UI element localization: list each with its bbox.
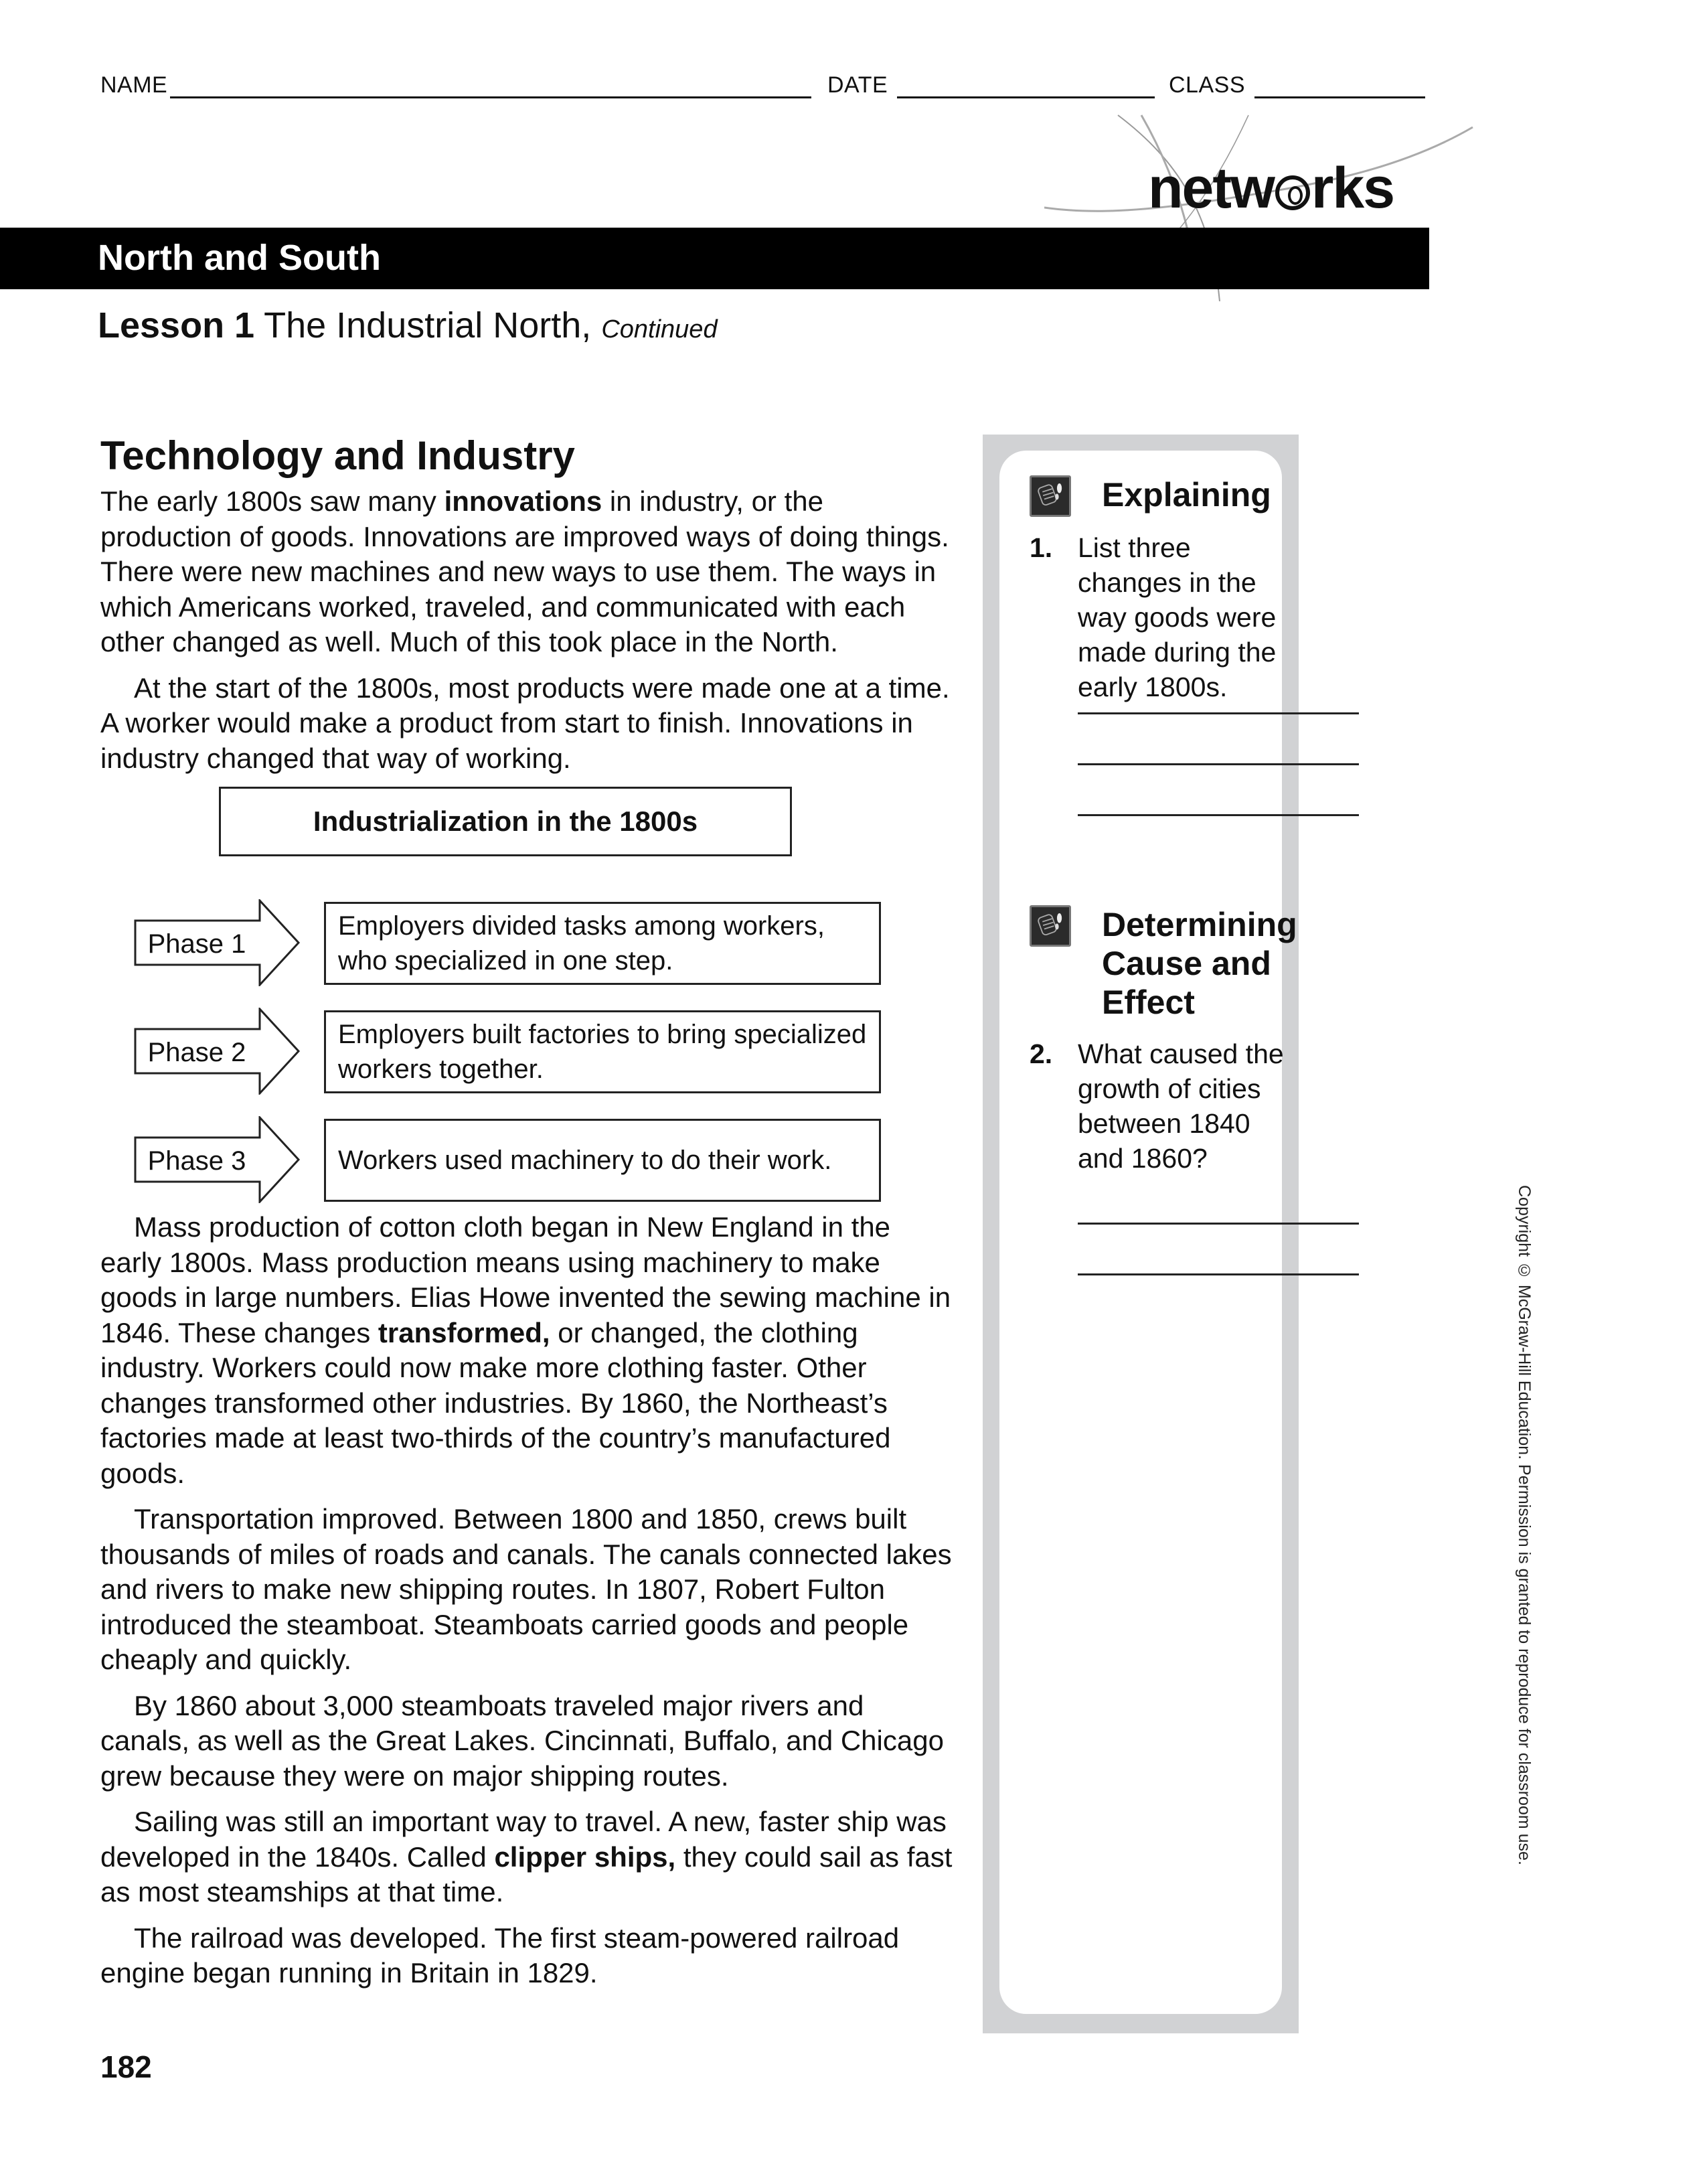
paragraph-6 <box>100 1804 954 1910</box>
vocab-term: innovations <box>444 485 602 517</box>
paragraph-4: Transportation improved. Between 1800 and 1850, crews built thousands of miles of roads and canals. The canals connected lakes and rivers to make new shipping routes. In 1807, Robert Fulton introduced the steamboat. Steamboats carried goods and people cheaply and quickly. <box>100 1503 952 1675</box>
diagram-title: Industrialization in the 1800s <box>219 787 792 856</box>
question-number: 2. <box>1030 1038 1053 1069</box>
logo-text-end: rks <box>1311 156 1394 220</box>
paragraph-2: At the start of the 1800s, most products were made one at a time. A worker would make a product from start to finish. Innovations in industry changed that way of working. <box>100 672 950 774</box>
answer-line[interactable] <box>1078 814 1359 816</box>
text: Mass production of cotton cloth began in New England in the early 1800s. Mass production means using machinery to make goods in large numbers. Elias Howe invented the sewing machine in 1846. These changes <box>100 1211 951 1348</box>
notepad-pencil-icon <box>1030 905 1071 947</box>
lesson-number: Lesson 1 <box>98 305 255 345</box>
logo-target-icon <box>1275 175 1310 210</box>
phase-label: Phase 2 <box>147 1037 246 1067</box>
phase-row <box>134 899 954 986</box>
name-label: NAME <box>100 72 168 98</box>
answer-line[interactable] <box>1078 712 1359 714</box>
date-line[interactable] <box>897 76 1155 98</box>
question-number: 1. <box>1030 532 1053 563</box>
chapter-title: North and South <box>98 238 381 278</box>
lesson-title <box>98 305 718 346</box>
phase-description: Workers used machinery to do their work. <box>324 1119 881 1202</box>
phase-description: Employers divided tasks among workers, who specialized in one step. <box>324 902 881 985</box>
paragraph-3 <box>100 1210 954 1491</box>
answer-line[interactable] <box>1078 1273 1359 1275</box>
phase-label: Phase 3 <box>147 1146 246 1176</box>
lesson-name: The Industrial North, <box>264 305 592 345</box>
phase-row <box>134 1008 954 1095</box>
vocab-term: clipper ships, <box>494 1841 676 1873</box>
phase-label: Phase 1 <box>147 929 246 959</box>
question-text: What caused the growth of cities between 1840 and 1860? <box>1078 1038 1284 1174</box>
paragraph-5: By 1860 about 3,000 steamboats traveled major rivers and canals, as well as the Great Lakes. Cincinnati, Buffalo, and Chicago grew because they were on major shipping routes. <box>100 1689 944 1792</box>
text: they could sail as fast as most steamships at that time. <box>100 1841 953 1907</box>
class-field[interactable] <box>1169 72 1425 98</box>
date-label: DATE <box>827 72 888 98</box>
skill-title: Explaining <box>1102 476 1271 514</box>
skill-explaining <box>1030 475 1284 824</box>
main-column <box>100 432 954 2002</box>
phase-row <box>134 1116 954 1203</box>
text: The early 1800s saw many <box>100 485 444 517</box>
industrialization-diagram <box>100 787 954 1195</box>
text: or changed, the clothing industry. Workers could now make more clothing faster. Other changes transformed other industries. By 1860, the Northeast’s factories made at least two-thirds of the country’s manufactured goods. <box>100 1316 891 1489</box>
copyright-notice: Copyright © McGraw-Hill Education. Permission is granted to reproduce for classroom use. <box>1515 1185 1534 1865</box>
text: in industry, or the production of goods. Innovations are improved ways of doing things. There were new machines and new ways to use them. The ways in which Americans worked, traveled, and communicated with each other changed as well. Much of this took place in the North. <box>100 485 949 657</box>
name-line[interactable] <box>170 76 811 98</box>
skill-title: Determining Cause and Effect <box>1102 906 1297 1021</box>
question-text: List three changes in the way goods were made during the early 1800s. <box>1078 532 1277 702</box>
page-number: 182 <box>100 2049 152 2084</box>
logo-text-start: netw <box>1148 156 1274 220</box>
networks-logo <box>1148 155 1394 222</box>
lesson-continued: Continued <box>601 315 718 343</box>
class-line[interactable] <box>1254 76 1425 98</box>
answer-line[interactable] <box>1078 763 1359 765</box>
section-heading: Technology and Industry <box>100 433 575 478</box>
phase-description: Employers built factories to bring specialized workers together. <box>324 1010 881 1093</box>
text: Sailing was still an important way to travel. A new, faster ship was developed in the 1840s. Called <box>100 1806 947 1873</box>
paragraph-7: The railroad was developed. The first steam-powered railroad engine began running in Britain in 1829. <box>100 1922 900 1988</box>
name-field[interactable] <box>100 72 811 98</box>
paragraph-1 <box>100 484 954 660</box>
notepad-pencil-icon <box>1030 475 1071 517</box>
vocab-term: transformed, <box>378 1316 550 1348</box>
skill-cause-effect <box>1030 905 1297 1280</box>
answer-line[interactable] <box>1078 1223 1359 1225</box>
date-field[interactable] <box>827 72 1155 98</box>
class-label: CLASS <box>1169 72 1245 98</box>
